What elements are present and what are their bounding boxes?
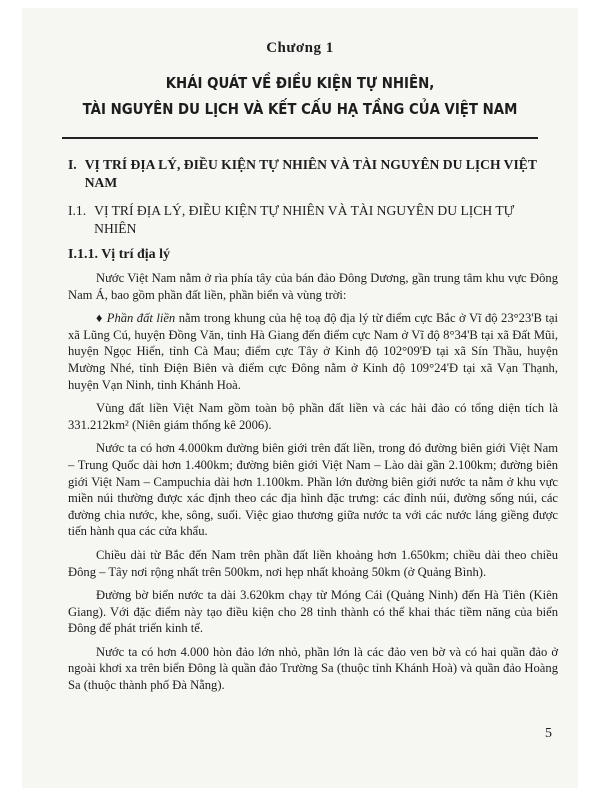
section-heading-1-1 [68, 202, 558, 238]
paragraph-coastline: Đường bờ biển nước ta dài 3.620km chạy từ Móng Cái (Quảng Ninh) đến Hà Tiên (Kiên Giang). Với đặc điểm này tạo điều kiện cho 28 tỉnh thành có thể khai thác tiềm năng của biển Đông để phát triển kinh tế. [68, 588, 558, 636]
paragraph-borders: Nước ta có hơn 4.000km đường biên giới trên đất liền, trong đó đường biên giới Việt Nam – Trung Quốc dài hơn 1.400km; đường biên giới Việt Nam – Lào dài gần 2.100km; đường biên giới Việt Nam – Campuchia dài hơn 1.100km. Phần lớn đường biên giới nước ta nằm ở khu vực miền núi thường được xác định theo các địa hình đặc trưng: các đỉnh núi, đường sống núi, các đường chia nước, khe, sông, suối. Việc giao thương giữa nước ta với các nước láng giềng được tiến hành qua các cửa khẩu. [68, 441, 558, 539]
chapter-title [61, 70, 539, 122]
section-heading-1-1-1: I.1.1. Vị trí địa lý [68, 247, 171, 262]
page-body [68, 156, 558, 701]
paragraph-mainland [68, 310, 558, 393]
section-number: I.1. [68, 203, 87, 218]
chapter-label: Chương 1 [266, 40, 334, 56]
title-divider [62, 137, 538, 139]
section-title: VỊ TRÍ ĐỊA LÝ, ĐIỀU KIỆN TỰ NHIÊN VÀ TÀI NGUYÊN DU LỊCH TỰ NHIÊN [94, 203, 515, 236]
paragraph-area: Vùng đất liền Việt Nam gồm toàn bộ phần đất liền và các hải đảo có tổng diện tích là 331.212km² (Niên giám thống kê 2006). [68, 401, 558, 432]
title-line-2: TÀI NGUYÊN DU LỊCH VÀ KẾT CẤU HẠ TẦNG CỦA VIỆT NAM [82, 100, 518, 118]
page-number: 5 [545, 726, 552, 741]
section-number: I. [68, 157, 77, 172]
paragraph-intro: Nước Việt Nam nằm ở rìa phía tây của bán đảo Đông Dương, gần trung tâm khu vực Đông Nam Á, bao gồm phần đất liền, phần biển và vùng trời: [68, 271, 558, 302]
section-title: VỊ TRÍ ĐỊA LÝ, ĐIỀU KIỆN TỰ NHIÊN VÀ TÀI NGUYÊN DU LỊCH VIỆT NAM [84, 157, 537, 190]
section-heading-1 [68, 156, 558, 192]
paragraph-mainland-text: nằm trong khung của hệ toạ độ địa lý từ điểm cực Bắc ở Vĩ độ 23°23'B tại xã Lũng Cú, huyện Đồng Văn, tỉnh Hà Giang đến điểm cực Nam ở Vĩ độ 8°34'B tại xã Đất Mũi, huyện Ngọc Hiển, tỉnh Cà Mau; điểm cực Tây ở Kinh độ 102°09'Đ tại xã Sín Thầu, huyện Mường Nhé, tỉnh Điện Biên và điểm cực Đông nằm ở Kinh độ 109°24'Đ tại xã Vạn Thạnh, huyện Vạn Ninh, tỉnh Khánh Hoà. [68, 311, 558, 392]
book-page [22, 8, 578, 788]
paragraph-islands: Nước ta có hơn 4.000 hòn đảo lớn nhỏ, phần lớn là các đảo ven bờ và có hai quần đảo ở ngoài khơi xa trên biển Đông là quần đảo Trường Sa (thuộc tỉnh Khánh Hoà) và quần đảo Hoàng Sa (thuộc thành phố Đà Nẵng). [68, 644, 558, 693]
paragraph-length: Chiều dài từ Bắc đến Nam trên phần đất liền khoảng hơn 1.650km; chiều dài theo chiều Đông – Tây nơi rộng nhất trên 500km, nơi hẹp nhất khoảng 50km (ở Quảng Bình). [68, 547, 558, 579]
diamond-bullet-icon: ♦ [96, 311, 103, 326]
term-mainland: Phần đất liền [106, 311, 176, 326]
title-line-1: KHÁI QUÁT VỀ ĐIỀU KIỆN TỰ NHIÊN, [165, 74, 435, 92]
